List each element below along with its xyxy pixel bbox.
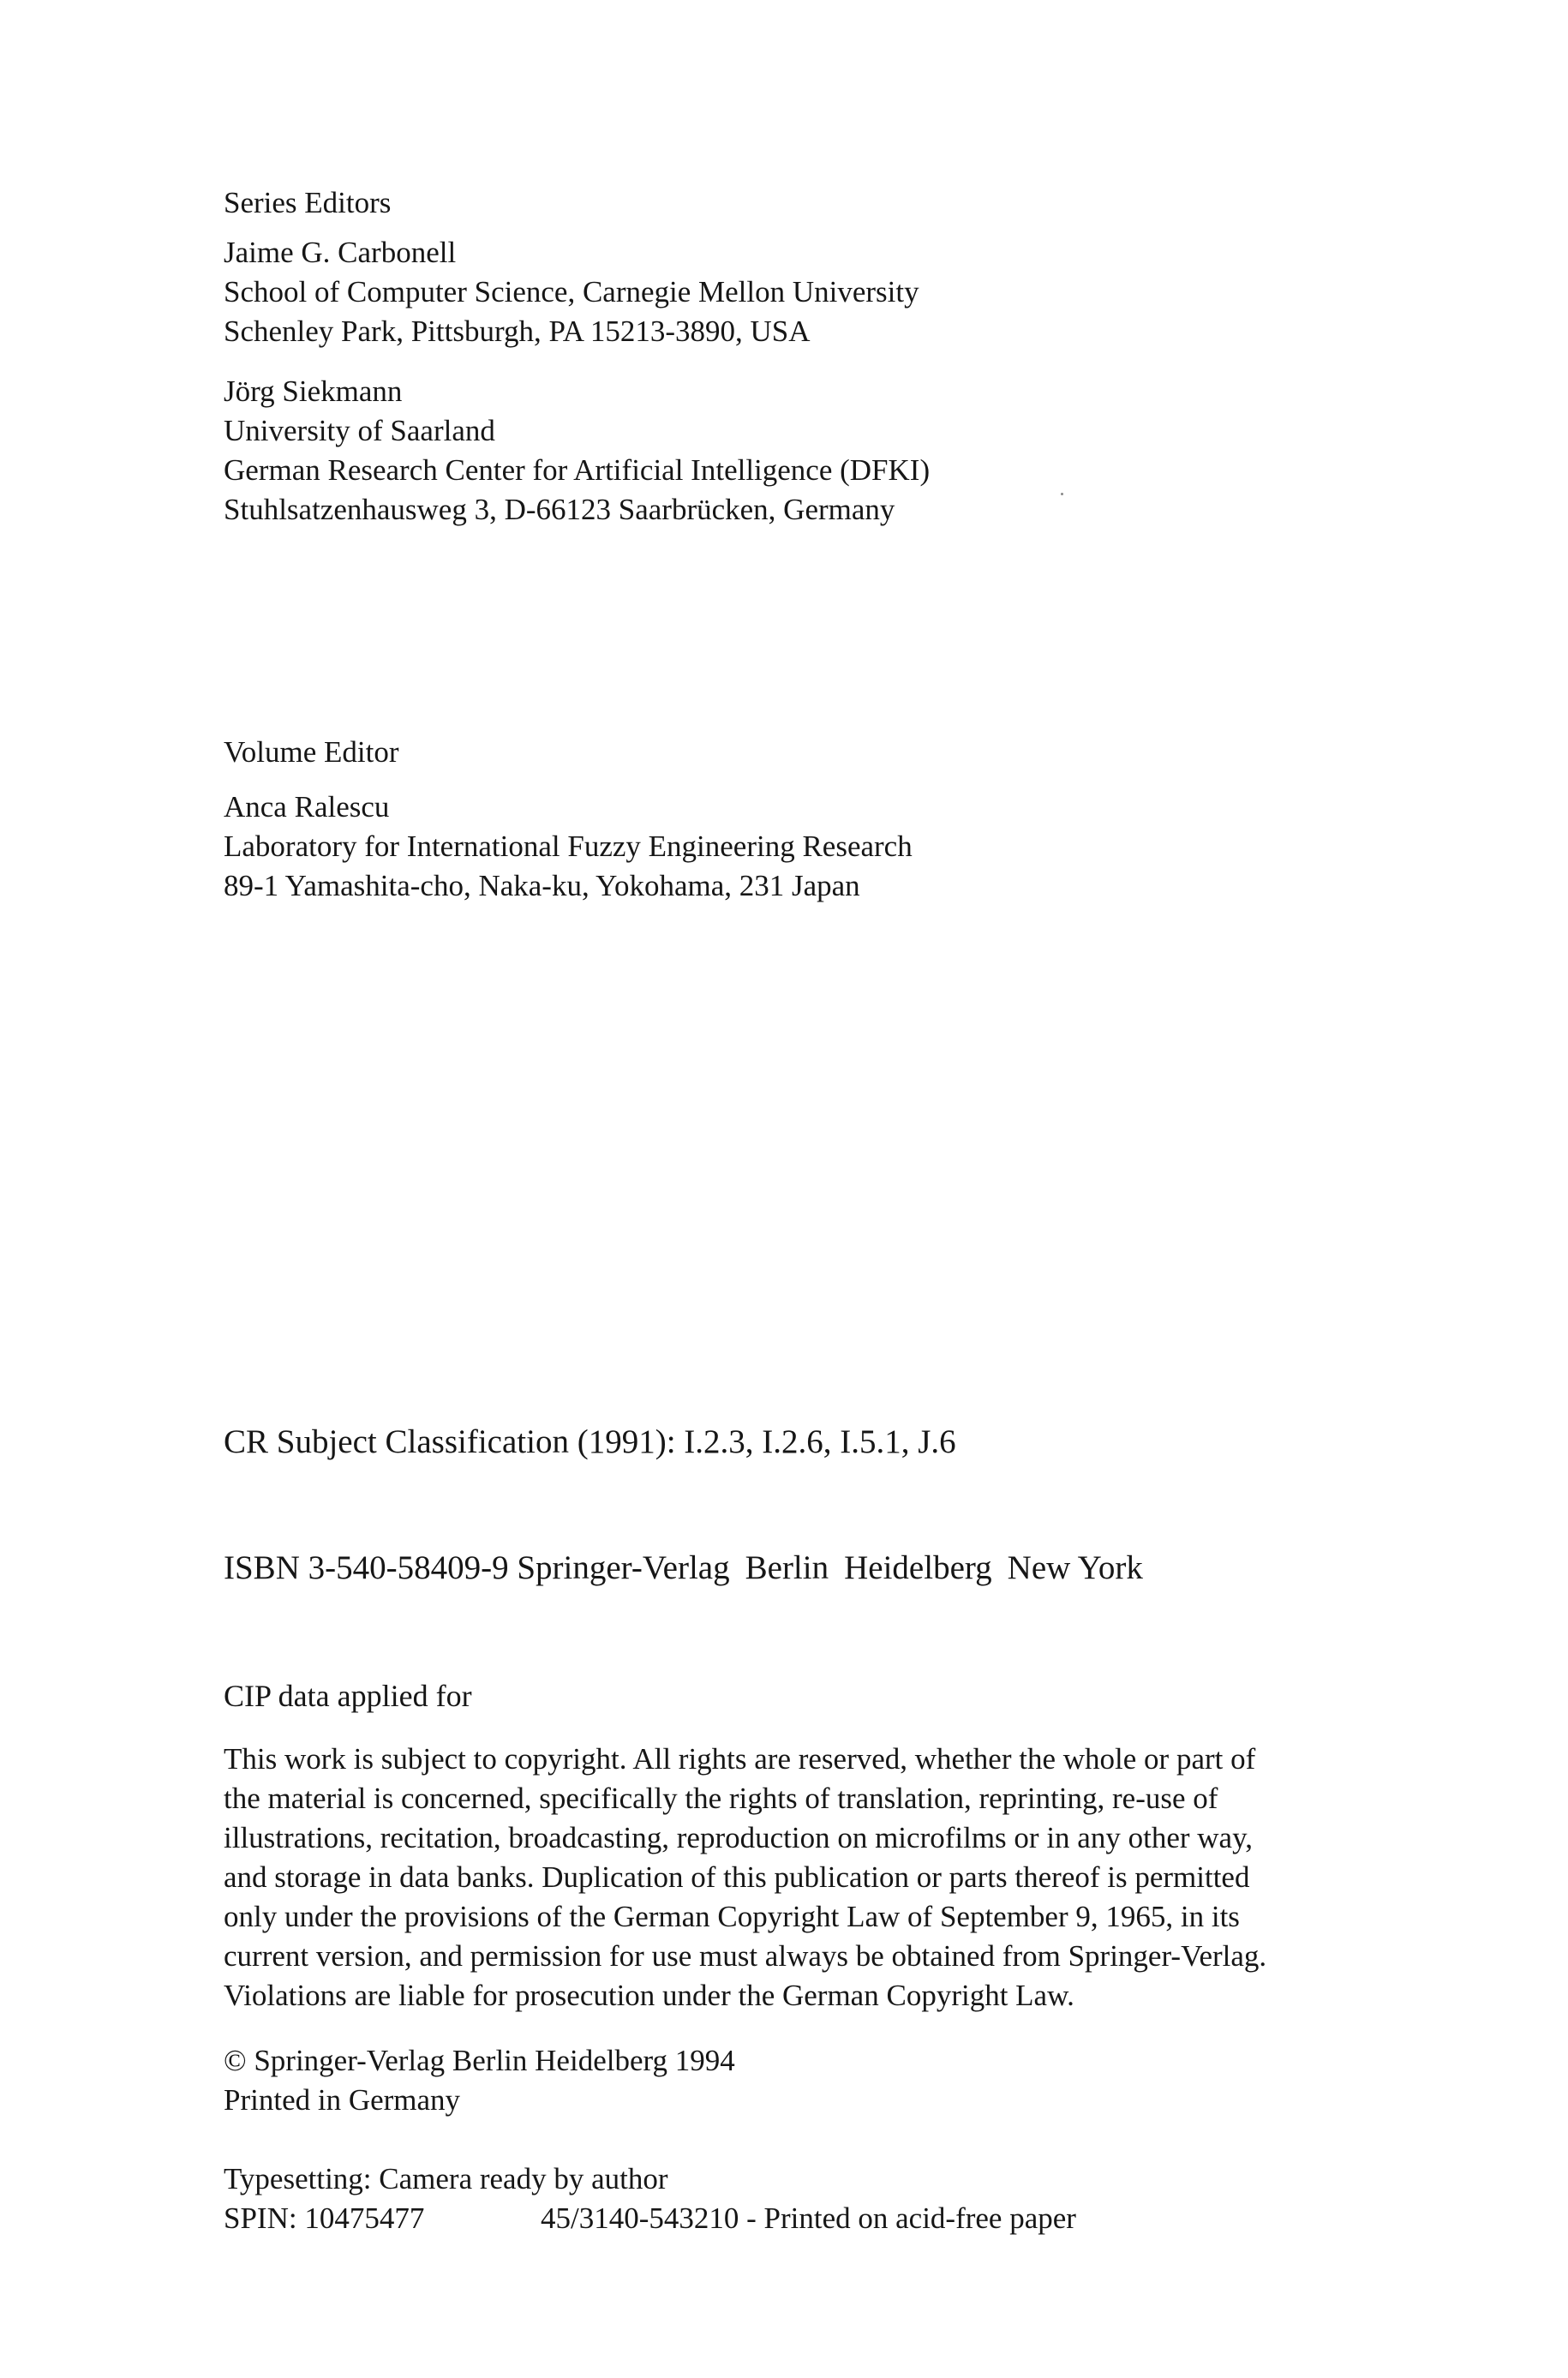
copyright-line: This work is subject to copyright. All rights are reserved, whether the whole or part of <box>224 1742 1256 1776</box>
copyright-line: only under the provisions of the German Copyright Law of September 9, 1965, in its <box>224 1900 1240 1933</box>
spin-row <box>224 2199 1372 2238</box>
spin-code: 45/3140-543210 - Printed on acid-free paper <box>541 2201 1076 2235</box>
editor2-address: Stuhlsatzenhausweg 3, D-66123 Saarbrücken, Germany <box>224 493 895 526</box>
series-editors-section <box>224 183 1372 530</box>
publisher-copyright: © Springer-Verlag Berlin Heidelberg 1994 <box>224 2044 735 2077</box>
copyright-notice <box>224 1740 1369 2016</box>
production-section <box>224 2159 1372 2238</box>
series-editors-heading: Series Editors <box>224 186 392 219</box>
spin-label: SPIN: 10475477 <box>224 2201 425 2235</box>
editor2-name: Jörg Siekmann <box>224 374 403 408</box>
editor1-name: Jaime G. Carbonell <box>224 236 457 269</box>
cip-section <box>224 1676 1372 1716</box>
copyright-line: and storage in data banks. Duplication of this publication or parts thereof is permitted <box>224 1860 1250 1894</box>
copyright-line: illustrations, recitation, broadcasting, reproduction on microfilms or in any other way, <box>224 1821 1254 1854</box>
copyright-line: current version, and permission for use must always be obtained from Springer-Verlag. <box>224 1939 1267 1973</box>
isbn-line <box>224 1548 1143 1587</box>
typesetting-note: Typesetting: Camera ready by author <box>224 2162 668 2195</box>
printed-in: Printed in Germany <box>224 2083 461 2117</box>
volume-editor-affiliation: Laboratory for International Fuzzy Engineering Research <box>224 830 913 863</box>
isbn-city-berlin: Berlin <box>745 1549 829 1586</box>
isbn-city-heidelberg: Heidelberg <box>844 1549 992 1586</box>
isbn-number: ISBN 3-540-58409-9 Springer-Verlag <box>224 1549 730 1586</box>
cip-text: CIP data applied for <box>224 1679 472 1713</box>
copyright-line: Violations are liable for prosecution under the German Copyright Law. <box>224 1979 1074 2012</box>
isbn-city-new-york: New York <box>1007 1549 1143 1586</box>
volume-editor-address: 89-1 Yamashita-cho, Naka-ku, Yokohama, 231 Japan <box>224 869 860 902</box>
volume-editor-name: Anca Ralescu <box>224 790 390 824</box>
scan-speck <box>1061 493 1063 495</box>
editor2-affiliation: University of Saarland <box>224 414 495 447</box>
publisher-section <box>224 2041 1372 2120</box>
copyright-line: the material is concerned, specifically the rights of translation, reprinting, re-use of <box>224 1782 1218 1815</box>
editor2-institute: German Research Center for Artificial Intelligence (DFKI) <box>224 453 931 487</box>
volume-editor-section <box>224 733 1372 906</box>
editor1-affiliation: School of Computer Science, Carnegie Mellon University <box>224 275 919 308</box>
cr-subject-classification: CR Subject Classification (1991): I.2.3, I.2.6, I.5.1, J.6 <box>224 1423 956 1460</box>
volume-editor-heading: Volume Editor <box>224 735 399 769</box>
editor1-address: Schenley Park, Pittsburgh, PA 15213-3890, USA <box>224 314 811 348</box>
